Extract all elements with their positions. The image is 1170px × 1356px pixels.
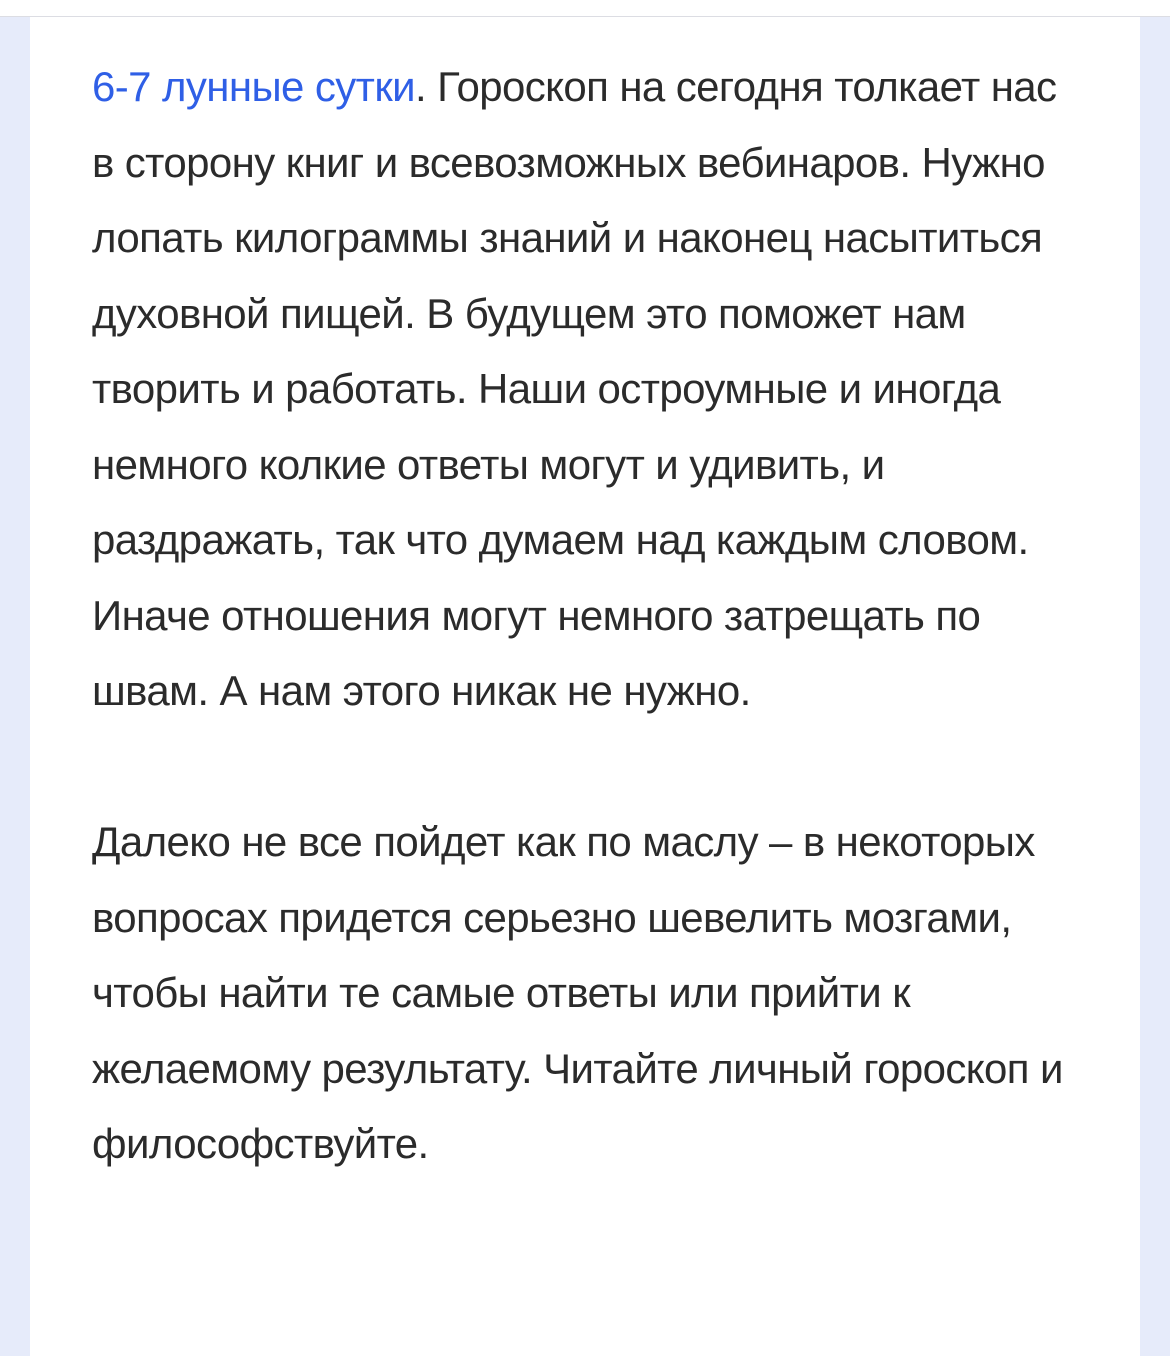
paragraph-1 xyxy=(92,49,1087,729)
lunar-days-link[interactable]: 6-7 лунные сутки xyxy=(92,63,415,110)
paragraph-1-text: . Гороскоп на сегодня толкает нас в сторону книг и всевозможных вебинаров. Нужно лопать килограммы знаний и наконец насытиться духовной пищей. В будущем это поможет нам творить и работать. Наши остроумные и иногда немного колкие ответы могут и удивить, и раздражать, так что думаем над каждым словом. Иначе отношения могут немного затрещать по швам. А нам этого никак не нужно. xyxy=(92,63,1057,714)
top-bar xyxy=(0,0,1170,17)
article-body xyxy=(92,49,1087,1182)
paragraph-2 xyxy=(92,804,1087,1182)
article-card xyxy=(30,17,1140,1356)
paragraph-2-text: Далеко не все пойдет как по маслу – в некоторых вопросах придется серьезно шевелить мозгами, чтобы найти те самые ответы или прийти к желаемому результату. Читайте личный гороскоп и философствуйте. xyxy=(92,818,1063,1167)
